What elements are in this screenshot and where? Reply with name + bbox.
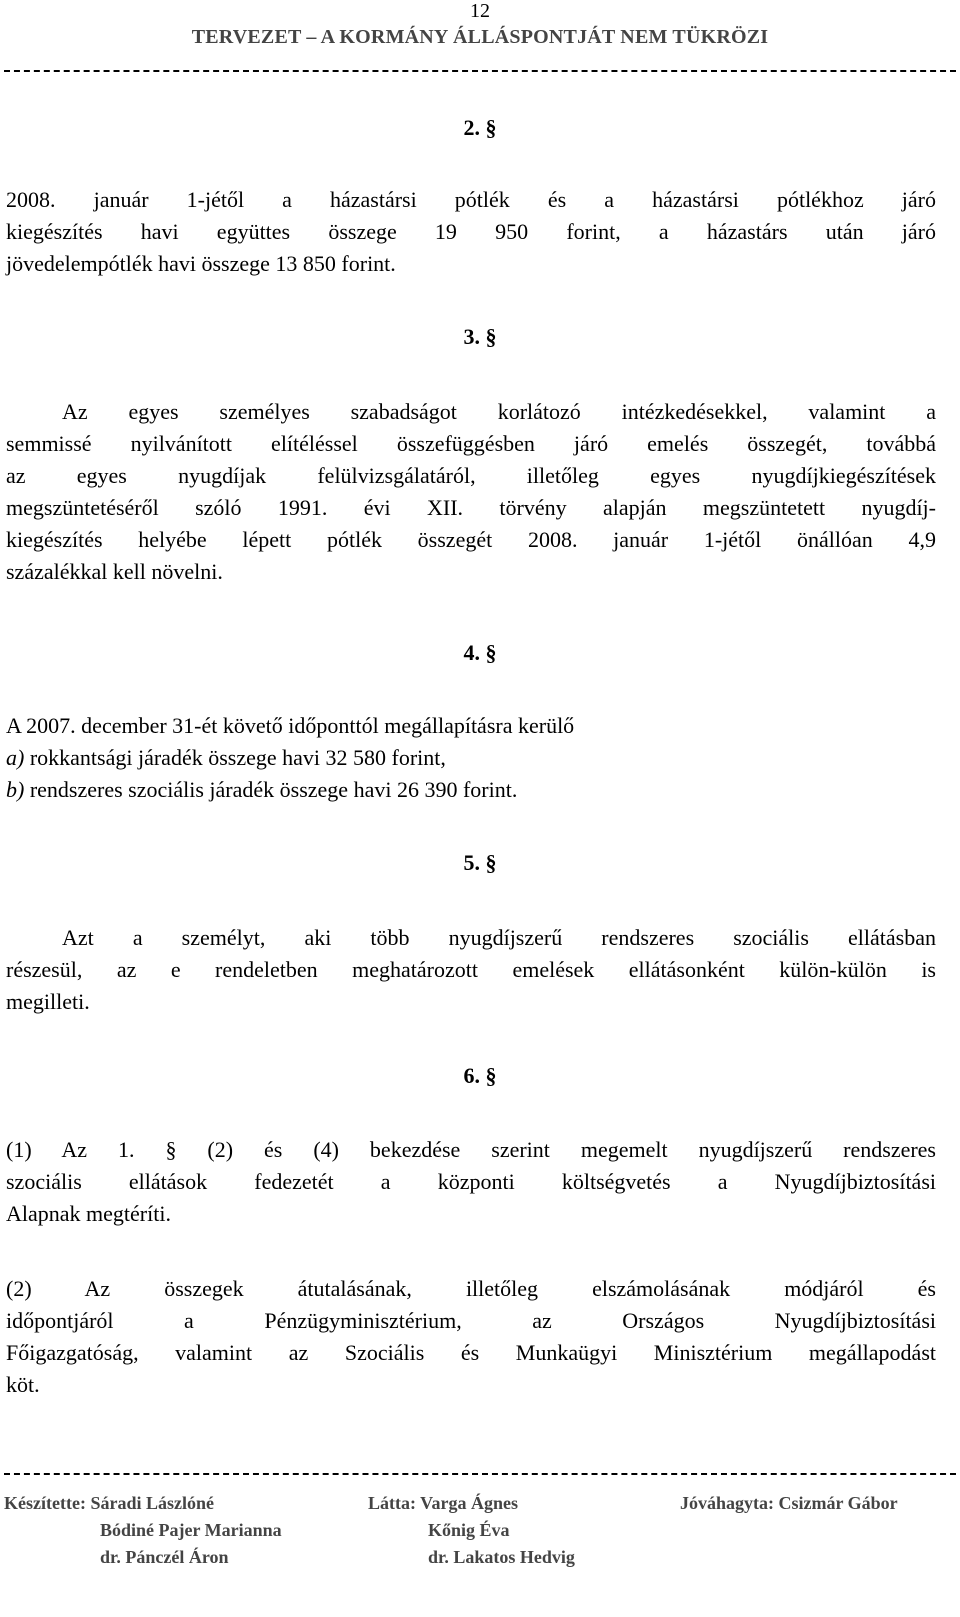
item-text: rokkantsági járadék összege havi 32 580 forint, [24, 745, 446, 770]
section-3-heading: 3. § [463, 324, 497, 349]
text-line: köt. [6, 1372, 40, 1397]
section-3-text [6, 396, 936, 588]
footer-line: dr. Lakatos Hedvig [428, 1547, 575, 1567]
list-item-a [6, 742, 936, 774]
section-6-paragraph-2 [6, 1273, 936, 1401]
text-line: Az egyes személyes szabadságot korlátozó intézkedésekkel, valamint a [62, 399, 936, 424]
item-label: a) [6, 745, 25, 770]
footer-line: dr. Pánczél Áron [100, 1547, 229, 1567]
text-line: szociális ellátások fedezetét a központi költségvetés a Nyugdíjbiztosítási [6, 1169, 936, 1194]
text-line: jövedelempótlék havi összege 13 850 forint. [6, 251, 396, 276]
text-line: az egyes nyugdíjak felülvizsgálatáról, illetőleg egyes nyugdíjkiegészítések [6, 463, 936, 488]
footer-line: Jóváhagyta: Csizmár Gábor [680, 1493, 898, 1513]
section-6-paragraph-1 [6, 1134, 936, 1230]
footer-line: Látta: Varga Ágnes [368, 1493, 519, 1513]
text-line: időpontjáról a Pénzügyminisztérium, az Országos Nyugdíjbiztosítási [6, 1308, 936, 1333]
item-text: rendszeres szociális járadék összege havi 26 390 forint. [24, 777, 518, 802]
text-line: kiegészítés helyébe lépett pótlék összegét 2008. január 1-jétől önállóan 4,9 [6, 527, 936, 552]
section-6-heading: 6. § [463, 1063, 497, 1088]
text-line: A 2007. december 31-ét követő időponttól megállapításra kerülő [6, 713, 575, 738]
item-label: b) [6, 777, 25, 802]
footer-reviewed-by [368, 1490, 575, 1571]
footer-prepared-by [4, 1490, 282, 1571]
section-4-heading: 4. § [463, 640, 497, 665]
footer-line: Bódiné Pajer Marianna [100, 1520, 282, 1540]
text-line: százalékkal kell növelni. [6, 559, 223, 584]
text-line: Főigazgatóság, valamint az Szociális és Munkaügyi Minisztérium megállapodást [6, 1340, 936, 1365]
header-divider [4, 70, 956, 72]
page-number: 12 [470, 0, 490, 22]
draft-header-title: TERVEZET – A KORMÁNY ÁLLÁSPONTJÁT NEM TÜKRÖZI [191, 26, 769, 48]
text-line: (2) Az összegek átutalásának, illetőleg elszámolásának módjáról és [6, 1276, 936, 1301]
list-item-b [6, 774, 936, 806]
footer-line: Készítette: Sáradi Lászlóné [4, 1493, 214, 1513]
section-2-heading: 2. § [463, 115, 497, 140]
section-4-text [6, 710, 936, 806]
footer-line: Kőnig Éva [428, 1520, 510, 1540]
text-line: megszüntetéséről szóló 1991. évi XII. törvény alapján megszüntetett nyugdíj- [6, 495, 936, 520]
text-line: semmissé nyilvánított elítéléssel összefüggésben járó emelés összegét, továbbá [6, 431, 936, 456]
section-5-text [6, 922, 936, 1018]
text-line: kiegészítés havi együttes összege 19 950 forint, a házastárs után járó [6, 219, 936, 244]
text-line: 2008. január 1-jétől a házastársi pótlék és a házastársi pótlékhoz járó [6, 187, 936, 212]
text-line: (1) Az 1. § (2) és (4) bekezdése szerint megemelt nyugdíjszerű rendszeres [6, 1137, 936, 1162]
section-2-text [6, 184, 936, 280]
footer-approved-by [680, 1490, 898, 1517]
text-line: Azt a személyt, aki több nyugdíjszerű rendszeres szociális ellátásban [62, 925, 936, 950]
text-line: megilleti. [6, 989, 90, 1014]
footer-divider [4, 1473, 956, 1475]
section-5-heading: 5. § [463, 850, 497, 875]
text-line: részesül, az e rendeletben meghatározott emelések ellátásonként külön-külön is [6, 957, 936, 982]
text-line: Alapnak megtéríti. [6, 1201, 171, 1226]
